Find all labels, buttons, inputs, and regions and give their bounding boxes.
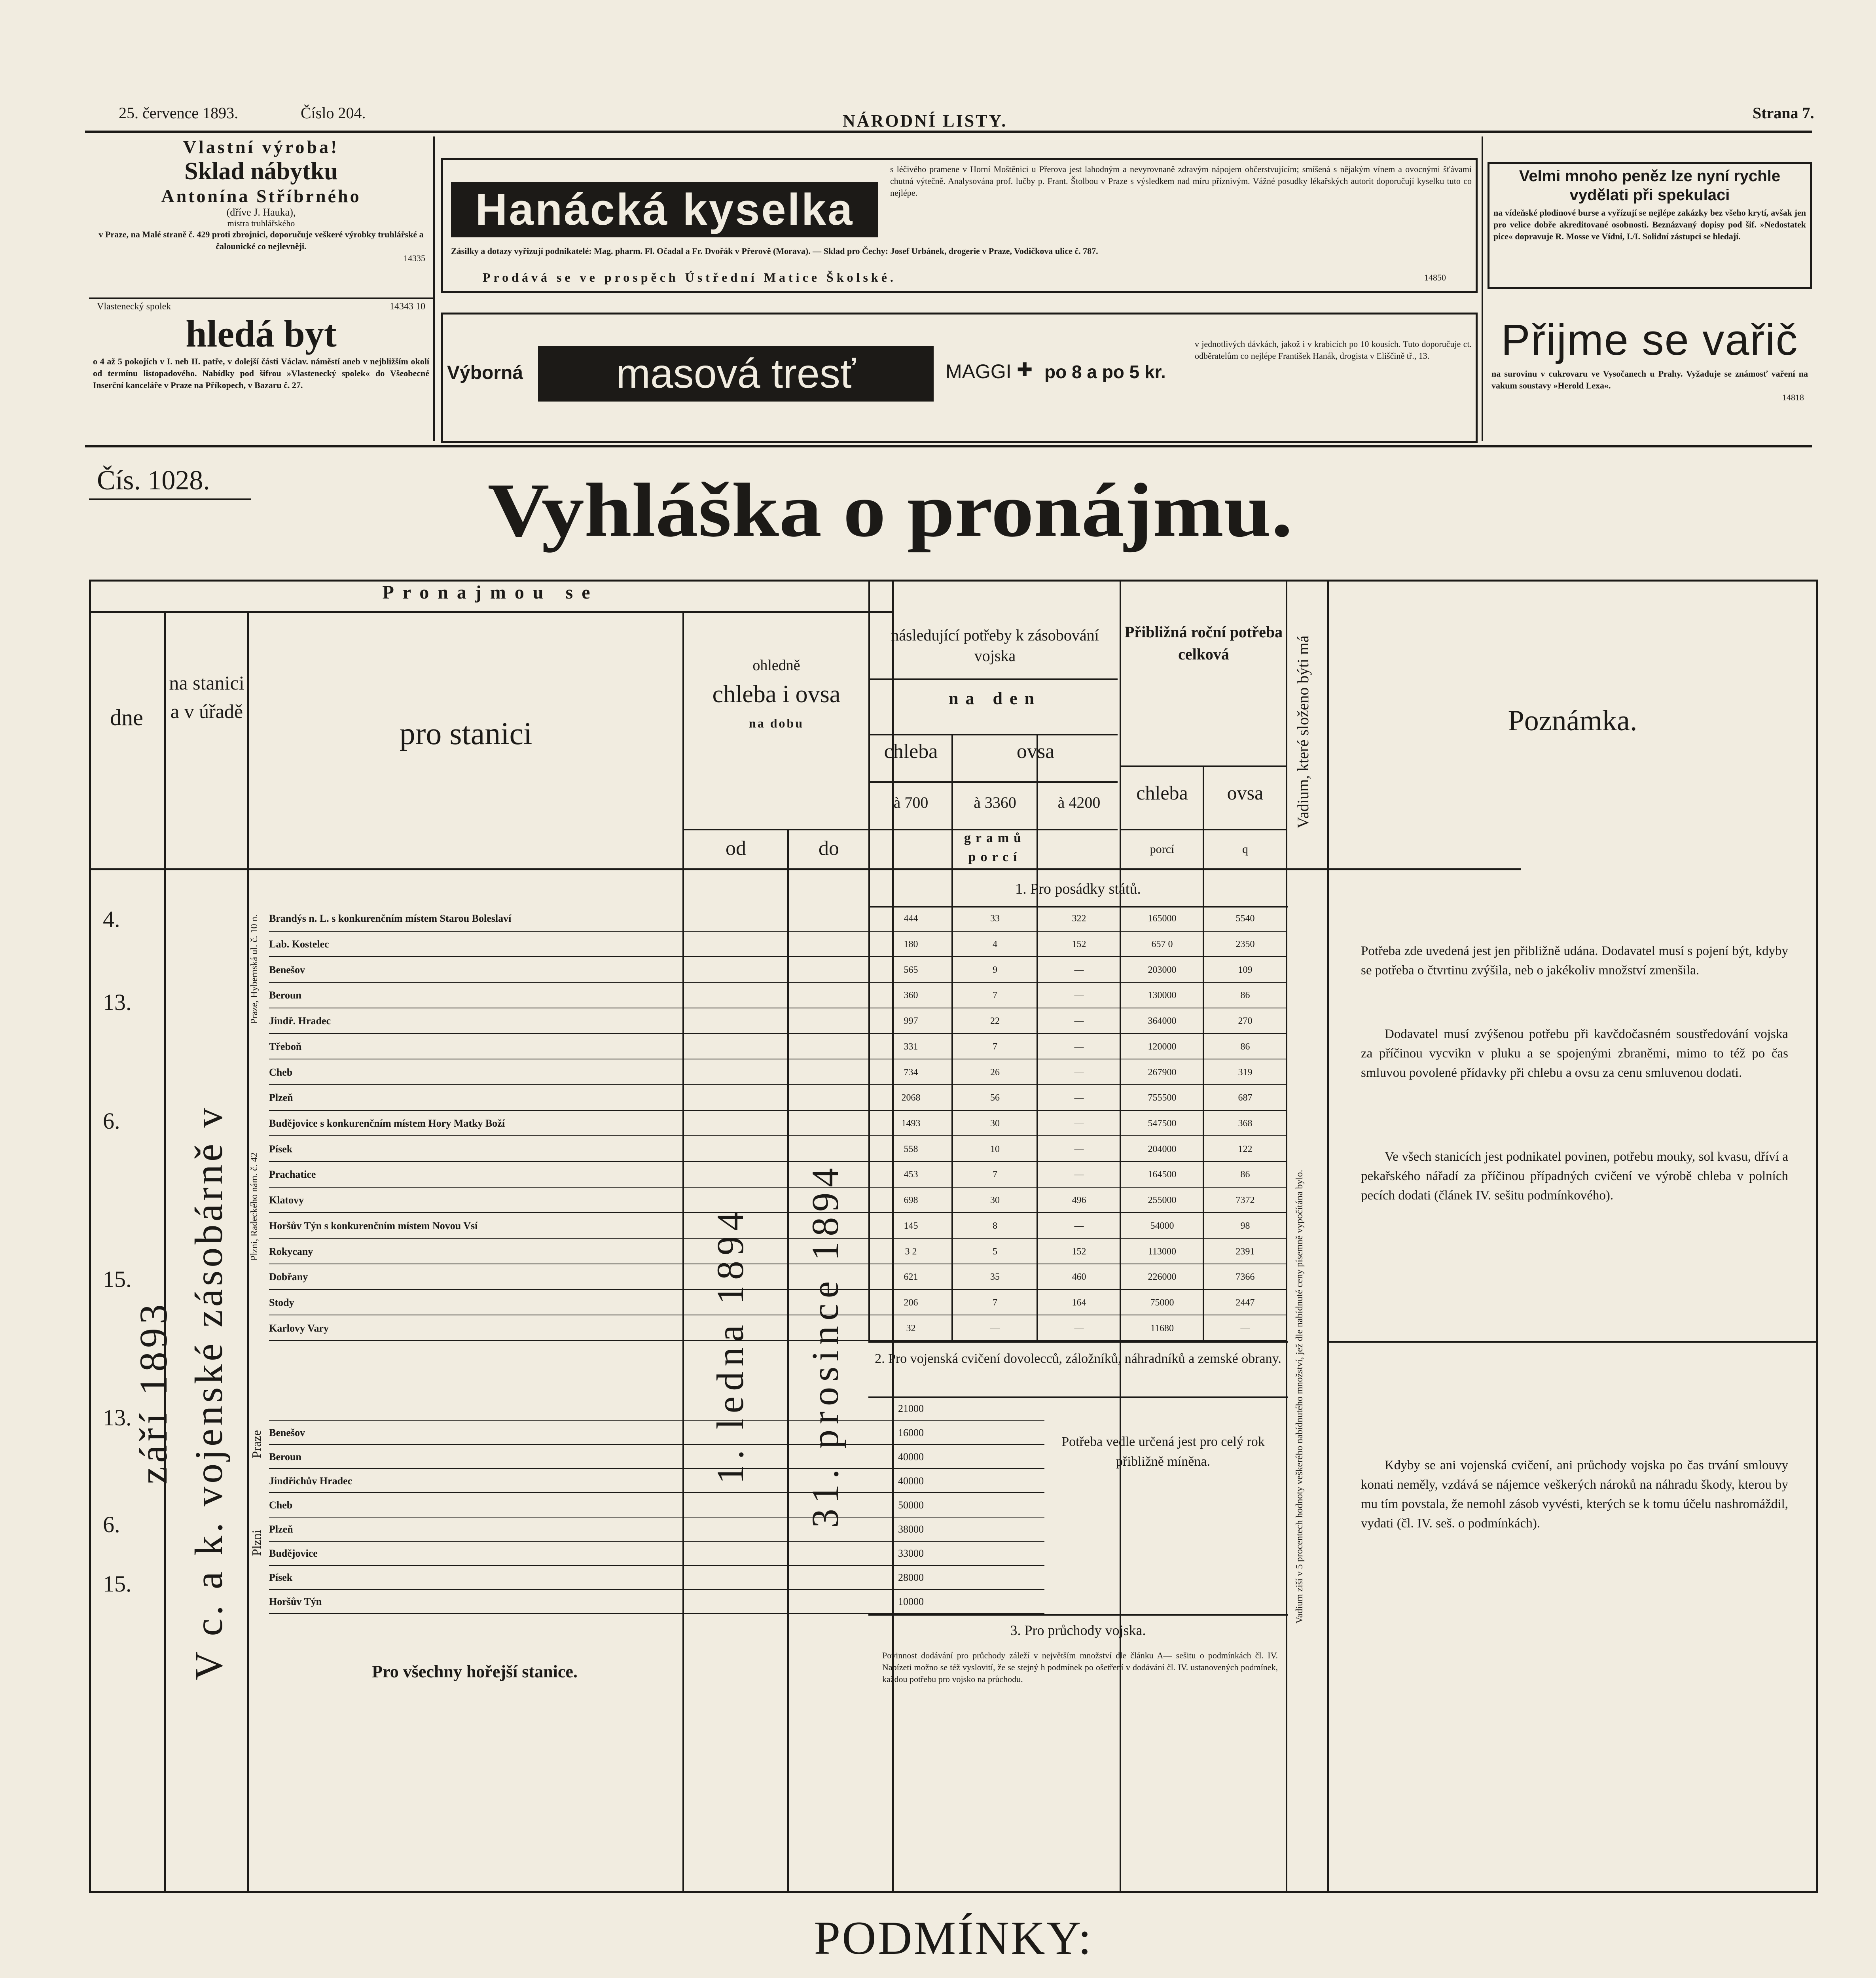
ad-apartment-big: hledá byt bbox=[186, 313, 337, 355]
cell-station: Horšův Týn bbox=[269, 1596, 322, 1608]
cell-q: 122 bbox=[1238, 1144, 1253, 1154]
table-row bbox=[269, 1085, 1286, 1111]
col-a4200: à 4200 bbox=[1057, 794, 1101, 811]
cell-o1: 5 bbox=[993, 1246, 997, 1257]
cell-pc: 204000 bbox=[1148, 1144, 1177, 1154]
col-a700: à 700 bbox=[893, 794, 929, 811]
table-row bbox=[269, 1111, 1286, 1137]
cell-station: Cheb bbox=[269, 1499, 293, 1511]
col-vadium: Vadium, které složeno býti má bbox=[1294, 635, 1312, 828]
table-row bbox=[269, 1542, 1044, 1566]
cell-ch: 444 bbox=[904, 913, 918, 924]
divider bbox=[89, 297, 433, 299]
cell-station: Plzeň bbox=[269, 1523, 293, 1535]
vadium-note: Vadium ziší v 5 procentech hodnoty veškerého nabídnutého množství, jež dle nabídnuté ceny písemně vypočítána bylo. bbox=[1294, 1169, 1305, 1624]
cell-q: 319 bbox=[1238, 1067, 1253, 1078]
cell-q: 98 bbox=[1240, 1220, 1250, 1231]
grid-line bbox=[247, 611, 249, 1893]
cell-ch: 50000 bbox=[898, 1499, 924, 1511]
ad-furniture-body: v Praze, na Malé straně č. 429 proti zbrojnici, doporučuje veškeré výrobky truhlářské a čalounické co nejlevněji. bbox=[99, 229, 424, 251]
cell-station: Písek bbox=[269, 1572, 293, 1584]
table-row bbox=[269, 957, 1286, 983]
cell-q: 7366 bbox=[1236, 1272, 1255, 1283]
cell-o1: 30 bbox=[990, 1195, 1000, 1206]
table-heading-pronajmou: Pronajmou se bbox=[382, 582, 599, 603]
cell-ch: 3 2 bbox=[905, 1246, 917, 1257]
group-plzen: Plzni, Radeckého nám. č. 42 bbox=[249, 1152, 260, 1261]
col-q: q bbox=[1242, 843, 1248, 856]
cell-ch: 2068 bbox=[901, 1093, 921, 1103]
cell-o2: — bbox=[1074, 1169, 1084, 1180]
big-label-vojenske: V c. a k. vojenské zásobárně v bbox=[187, 1105, 231, 1681]
ad-varic bbox=[1488, 313, 1812, 404]
cell-pc: 755500 bbox=[1148, 1093, 1177, 1103]
cell-q: 368 bbox=[1238, 1118, 1253, 1129]
ad-maggi-body: v jednotlivých dávkách, jakož i v krabicích po 10 kousích. Tuto doporučuje ct. odběratelům co nejlépe František Hanák, drogista v Eliščině tř., 13. bbox=[1195, 339, 1472, 361]
cell-station: Budějovice s konkurenčním místem Hory Matky Boží bbox=[269, 1117, 505, 1129]
cell-o2: 460 bbox=[1072, 1272, 1086, 1283]
cell-ch: 565 bbox=[904, 964, 918, 975]
cell-o1: 7 bbox=[993, 1169, 997, 1180]
cell-station: Rokycany bbox=[269, 1245, 313, 1257]
cell-station: Budějovice bbox=[269, 1548, 318, 1559]
issue-number: Číslo 204. bbox=[301, 104, 366, 122]
ad-varic-title: Přijme se vařič bbox=[1501, 316, 1798, 364]
ad-speculation bbox=[1488, 162, 1812, 289]
ad-kyselka-title: Hanácká kyselka bbox=[451, 182, 878, 237]
cell-ch: 558 bbox=[904, 1144, 918, 1154]
cell-station: Karlovy Vary bbox=[269, 1322, 329, 1334]
cell-q: 2447 bbox=[1236, 1297, 1255, 1308]
cell-o2: — bbox=[1074, 1093, 1084, 1103]
col-ohledne: ohledně bbox=[752, 657, 800, 674]
big-label-do: 31. prosince 1894 bbox=[804, 1162, 846, 1528]
cell-o1: 10 bbox=[990, 1144, 1000, 1154]
table-row bbox=[269, 1264, 1286, 1290]
cell-o1: 26 bbox=[990, 1067, 1000, 1078]
col-porci2: porcí bbox=[1150, 843, 1175, 856]
col-chleba-ovsa: chleba i ovsa bbox=[712, 681, 841, 708]
table-row bbox=[269, 1590, 1044, 1614]
ad-maggi-name: masová tresť bbox=[538, 346, 934, 402]
cell-o2: — bbox=[1074, 990, 1084, 1001]
cell-o1: — bbox=[990, 1323, 1000, 1334]
grid-line bbox=[868, 829, 1118, 830]
cell-station: Prachatice bbox=[269, 1169, 316, 1180]
section-1: 1. Pro posádky států. bbox=[1015, 881, 1141, 897]
cell-o1: 33 bbox=[990, 913, 1000, 924]
ad-furniture-h4: (dříve J. Hauka), bbox=[226, 207, 296, 218]
table-row bbox=[269, 1421, 1044, 1445]
grid-line bbox=[1327, 580, 1329, 1893]
section-3: 3. Pro průchody vojska. bbox=[1010, 1622, 1146, 1638]
col-chleba: chleba bbox=[884, 740, 938, 763]
cell-station: Horšův Týn s konkurenčním místem Novou Vsí bbox=[269, 1220, 478, 1232]
table-row bbox=[269, 1239, 1286, 1264]
col-pro-stanici: pro stanici bbox=[399, 716, 532, 751]
cell-pc: 547500 bbox=[1148, 1118, 1177, 1129]
ad-varic-code: 14818 bbox=[1782, 392, 1804, 402]
cell-pc: 164500 bbox=[1148, 1169, 1177, 1180]
cell-pc: 75000 bbox=[1150, 1297, 1174, 1308]
col-porci: porcí bbox=[968, 850, 1022, 864]
ad-kyselka-footer: Prodává se ve prospěch Ústřední Matice Školské. bbox=[483, 270, 896, 284]
day-3: 6. bbox=[103, 1108, 120, 1134]
cell-q: 687 bbox=[1238, 1093, 1253, 1103]
cell-ch: 40000 bbox=[898, 1475, 924, 1487]
ad-apartment-code: 14343 10 bbox=[390, 301, 425, 312]
issue-date: 25. července 1893. bbox=[119, 104, 239, 122]
grid-line bbox=[1327, 1341, 1818, 1343]
grid-line bbox=[89, 868, 1521, 870]
notice-title: Vyhláška o pronájmu. bbox=[487, 468, 1293, 553]
ad-apartment bbox=[89, 301, 433, 391]
table-row bbox=[269, 1566, 1044, 1590]
ad-apartment-small: Vlastenecký spolek bbox=[97, 301, 171, 312]
cell-o1: 7 bbox=[993, 1297, 997, 1308]
grid-line bbox=[1286, 580, 1287, 1893]
cell-station: Benešov bbox=[269, 964, 305, 976]
cell-o2: — bbox=[1074, 1144, 1084, 1154]
cell-o2: — bbox=[1074, 1067, 1084, 1078]
day-5: 13. bbox=[103, 1405, 132, 1430]
group-plzni: Plzni bbox=[249, 1530, 263, 1556]
ad-furniture-h1: Vlastní výroba! bbox=[183, 137, 339, 157]
section-3-note: Povinnost dodávání pro průchody záleží v největším množství dle článku A— sešitu o podmínkách čl. IV. Nabízeti možno se též vyslovití, že se stejný h podmínek po ošetření v dodávání čl. IV. ustanovených podmínek, každou potřebu pro vojsko na průchodu. bbox=[882, 1650, 1278, 1684]
cell-o1: 8 bbox=[993, 1220, 997, 1231]
cell-pc: 203000 bbox=[1148, 964, 1177, 975]
cell-q: 86 bbox=[1240, 990, 1250, 1001]
grid-line bbox=[682, 829, 892, 830]
grid-line bbox=[1120, 765, 1286, 767]
table-row bbox=[269, 906, 1286, 932]
cell-o1: 7 bbox=[993, 990, 997, 1001]
col-pribl: Přibližná roční potřeba celková bbox=[1124, 623, 1283, 663]
cell-station: Písek bbox=[269, 1143, 293, 1155]
col-chleba2: chleba bbox=[1136, 782, 1188, 804]
cell-o2: — bbox=[1074, 1323, 1084, 1334]
col-na-dobu: na dobu bbox=[749, 716, 804, 730]
cell-ch: 21000 bbox=[898, 1402, 924, 1414]
col-gramu: gramů bbox=[964, 831, 1026, 845]
ad-speculation-title: Velmi mnoho peněz lze nyní rychle vydělati při spekulaci bbox=[1519, 167, 1781, 204]
grid-line bbox=[89, 611, 892, 613]
ad-speculation-body: na vídeňské plodinové burse a vyřízují se nejlépe zakázky bez všeho krytí, avšak jen pro velice dobře akreditované osobnosti. Beznázvaný dopisy pod šif. »Nedostatek pice« dopravuje R. Mosse ve Vídni, I./I. Solidní zástupci se hledají. bbox=[1493, 208, 1806, 241]
ad-furniture-code: 14335 bbox=[404, 253, 425, 263]
table-row bbox=[269, 1008, 1286, 1034]
cell-pc: 657 0 bbox=[1151, 939, 1173, 950]
grid-line bbox=[868, 1341, 1288, 1343]
cell-station: Jindř. Hradec bbox=[269, 1015, 331, 1027]
cell-ch: 38000 bbox=[898, 1523, 924, 1535]
cell-ch: 1493 bbox=[901, 1118, 921, 1129]
col-od: od bbox=[726, 837, 746, 860]
cell-o1: 9 bbox=[993, 964, 997, 975]
cell-ch: 997 bbox=[904, 1016, 918, 1027]
cell-pc: 255000 bbox=[1148, 1195, 1177, 1206]
group-praha: Praze, Hybernská ul. č. 10 n. bbox=[249, 914, 260, 1024]
table-row bbox=[269, 1445, 1044, 1469]
group-praze: Praze bbox=[249, 1430, 263, 1458]
cell-o2: 496 bbox=[1072, 1195, 1086, 1206]
cell-ch: 453 bbox=[904, 1169, 918, 1180]
cell-q: 2391 bbox=[1236, 1246, 1255, 1257]
col-do: do bbox=[819, 837, 839, 860]
newspaper-title: NÁRODNÍ LISTY. bbox=[843, 111, 1008, 131]
cell-ch: 206 bbox=[904, 1297, 918, 1308]
cell-pc: 11680 bbox=[1150, 1323, 1174, 1334]
cell-pc: 165000 bbox=[1148, 913, 1177, 924]
ad-maggi bbox=[441, 313, 1478, 443]
day-7: 15. bbox=[103, 1571, 132, 1597]
table-row bbox=[269, 1493, 1044, 1517]
cell-station bbox=[269, 1396, 682, 1421]
section-2: 2. Pro vojenská cvičení dovolecců, záložníků, náhradníků a zemské obrany. bbox=[875, 1351, 1281, 1366]
grid-line bbox=[868, 678, 1118, 680]
col-poznamka: Poznámka. bbox=[1508, 705, 1637, 737]
cell-ch: 360 bbox=[904, 990, 918, 1001]
cell-ch: 331 bbox=[904, 1041, 918, 1052]
conditions-title: PODMÍNKY: bbox=[814, 1912, 1093, 1964]
table-row bbox=[269, 1290, 1286, 1316]
day-1: 4. bbox=[103, 906, 120, 932]
cell-station: Beroun bbox=[269, 989, 301, 1001]
note-2: Dodavatel musí zvýšenou potřebu při kavčdočasném soustředování vojska za příčinou vycvikn v pluku a se spojenými zbraněmi, mimo to též po čas smluvou povolené přídavky při chlebu a ovsu za cenu smluvenou dodati. bbox=[1361, 1027, 1788, 1080]
section-2-note: Potřeba vedle určená jest pro celý rok přibližně míněna. bbox=[1061, 1434, 1265, 1469]
table-row bbox=[269, 1518, 1044, 1542]
cell-station: Plzeň bbox=[269, 1092, 293, 1104]
cell-o1: 30 bbox=[990, 1118, 1000, 1129]
cell-ch: 10000 bbox=[898, 1596, 924, 1608]
note-1: Potřeba zde uvedená jest jen přibližně udána. Dodavatel musí s pojení být, kdyby se potřeba o čtvrtinu zvýšila, neb o jakékoliv množství zmenšila. bbox=[1361, 944, 1788, 978]
cell-o2: 152 bbox=[1072, 1246, 1086, 1257]
cell-q: 2350 bbox=[1236, 939, 1255, 950]
col-na-stanici: na stanici a v úřadě bbox=[169, 672, 244, 722]
table-row bbox=[269, 932, 1286, 957]
divider bbox=[89, 498, 251, 500]
table-row bbox=[269, 1034, 1286, 1060]
cell-ch: 28000 bbox=[898, 1572, 924, 1584]
col-ovsa2: ovsa bbox=[1227, 782, 1264, 804]
cell-o2: — bbox=[1074, 1118, 1084, 1129]
ad-furniture-h2: Sklad nábytku bbox=[184, 158, 338, 185]
day-4: 15. bbox=[103, 1266, 132, 1292]
cell-o1: 35 bbox=[990, 1272, 1000, 1283]
cell-o2: — bbox=[1074, 1016, 1084, 1027]
cell-q: 270 bbox=[1238, 1016, 1253, 1027]
cell-ch: 180 bbox=[904, 939, 918, 950]
all-stations: Pro všechny hořejší stanice. bbox=[372, 1662, 578, 1681]
cell-o2: — bbox=[1074, 1041, 1084, 1052]
ad-kyselka-contact: Zásilky a dotazy vyřizují podnikatelé: Mag. pharm. Fl. Očadal a Fr. Dvořák v Přerově (Morava). — Sklad pro Čechy: Josef Urbánek, drogerie v Praze, Vodičkova ulice č. 787. bbox=[451, 246, 1098, 256]
ad-kyselka bbox=[441, 158, 1478, 293]
cell-station: Lab. Kostelec bbox=[269, 938, 329, 950]
ad-kyselka-body: s léčivého pramene v Horní Moštěnici u Přerova jest lahodným a nevyrovnaně zdravým nápojem občerstvujícím; smíšená s nějakým vínem a ovocnými šťávami chutná výtečně. Analysována prof. lučby p. Frant. Štolbou v Praze s výsledkem nad míru příznivým. Vážné posudky lékařských autorit doporučují kyselku tuto co nejlépe. bbox=[890, 164, 1472, 198]
cell-pc: 113000 bbox=[1148, 1246, 1177, 1257]
cell-o2: 152 bbox=[1072, 939, 1086, 950]
col-dne: dne bbox=[110, 705, 143, 730]
table-row bbox=[269, 1188, 1286, 1213]
header-rule bbox=[85, 131, 1812, 133]
ad-maggi-price: po 8 a po 5 kr. bbox=[1044, 362, 1166, 382]
column-rule bbox=[1482, 136, 1483, 441]
grid-line bbox=[868, 781, 1118, 783]
table-row bbox=[269, 1213, 1286, 1239]
col-potreby: následující potřeby k zásobování vojska bbox=[891, 626, 1099, 665]
ad-varic-body: na surovinu v cukrovaru ve Vysočanech u Prahy. Vyžaduje se známosť vaření na vakum soustavy »Herold Lexa«. bbox=[1491, 369, 1808, 390]
grid-line bbox=[868, 734, 1118, 735]
table-row bbox=[269, 1315, 1286, 1341]
cell-pc: 130000 bbox=[1148, 990, 1177, 1001]
cell-o1: 22 bbox=[990, 1016, 1000, 1027]
ad-kyselka-code: 14850 bbox=[1424, 273, 1446, 282]
cell-q: 86 bbox=[1240, 1169, 1250, 1180]
cell-pc: 120000 bbox=[1148, 1041, 1177, 1052]
note-3: Ve všech stanicích jest podnikatel povinen, potřebu mouky, sol kvasu, dříví a pekařského nářadí za příčinou případných cvičení ve výrobě chleba v polních pecích dodati (článek IV. sešitu podmínkového). bbox=[1361, 1150, 1788, 1203]
day-2: 13. bbox=[103, 989, 132, 1015]
cell-ch: 698 bbox=[904, 1195, 918, 1206]
cell-ch: 32 bbox=[906, 1323, 916, 1334]
cell-ch: 16000 bbox=[898, 1427, 924, 1438]
cell-station: Klatovy bbox=[269, 1194, 304, 1206]
cell-o2: 164 bbox=[1072, 1297, 1086, 1308]
table-row bbox=[269, 1396, 1044, 1421]
cell-q: 86 bbox=[1240, 1041, 1250, 1052]
ad-furniture-h3: Antonína Stříbrného bbox=[161, 186, 361, 206]
cell-station: Brandýs n. L. s konkurenčním místem Starou Boleslaví bbox=[269, 913, 512, 925]
ad-maggi-brand: MAGGI bbox=[946, 360, 1012, 383]
grid-line bbox=[1120, 829, 1286, 830]
col-na-den: na den bbox=[949, 689, 1041, 708]
cell-o1: 7 bbox=[993, 1041, 997, 1052]
grid-line bbox=[868, 1614, 1288, 1616]
cell-q: 5540 bbox=[1236, 913, 1255, 924]
cell-q: 109 bbox=[1238, 964, 1253, 975]
cell-station: Benešov bbox=[269, 1427, 305, 1438]
table-row bbox=[269, 1162, 1286, 1188]
cell-station: Beroun bbox=[269, 1451, 301, 1463]
cell-pc: 54000 bbox=[1150, 1220, 1174, 1231]
maggi-cross-icon: ✚ bbox=[1017, 360, 1033, 381]
cell-pc: 364000 bbox=[1148, 1016, 1177, 1027]
cell-ch: 33000 bbox=[898, 1548, 924, 1559]
table-row bbox=[269, 1469, 1044, 1493]
ad-furniture-h5: mistra truhlářského bbox=[227, 218, 295, 228]
cell-station: Třeboň bbox=[269, 1040, 302, 1052]
cell-pc: 226000 bbox=[1148, 1272, 1177, 1283]
table-row bbox=[269, 1136, 1286, 1162]
cell-station: Stody bbox=[269, 1296, 294, 1308]
notice-number: Čís. 1028. bbox=[97, 465, 210, 496]
page-number: Strana 7. bbox=[1753, 104, 1814, 122]
big-label-zari: září 1893 bbox=[131, 1300, 175, 1485]
cell-station: Dobřany bbox=[269, 1271, 308, 1283]
note-4: Kdyby se ani vojenská cvičení, ani průchody vojska po čas trvání smlouvy konati neměly, vzdává se nájemce veškerých nároků na náhradu škody, kterou by mu tím povstala, že nemohl zásob vyvésti, kterých se k tomu účelu nashromáždil, vydati (čl. IV. seš. o podmínkách). bbox=[1361, 1458, 1788, 1531]
cell-ch: 734 bbox=[904, 1067, 918, 1078]
cell-o1: 4 bbox=[993, 939, 997, 950]
cell-station: Jindřichův Hradec bbox=[269, 1475, 352, 1487]
cell-ch: 40000 bbox=[898, 1451, 924, 1463]
cell-o2: — bbox=[1074, 964, 1084, 975]
cell-ch: 145 bbox=[904, 1220, 918, 1231]
ad-maggi-lead: Výborná bbox=[447, 362, 523, 383]
big-label-od: 1. ledna 1894 bbox=[709, 1206, 751, 1484]
cell-o1: 56 bbox=[990, 1093, 1000, 1103]
table-row bbox=[269, 1059, 1286, 1085]
cell-pc: 267900 bbox=[1148, 1067, 1177, 1078]
ad-furniture bbox=[89, 136, 433, 264]
table-row bbox=[269, 983, 1286, 1008]
cell-o2: 322 bbox=[1072, 913, 1086, 924]
cell-q: 7372 bbox=[1236, 1195, 1255, 1206]
ads-rule bbox=[85, 445, 1812, 447]
cell-o2: — bbox=[1074, 1220, 1084, 1231]
cell-q: — bbox=[1240, 1323, 1250, 1334]
column-rule bbox=[433, 136, 435, 441]
col-ovsa: ovsa bbox=[1016, 740, 1055, 763]
col-a3360: à 3360 bbox=[974, 794, 1016, 811]
day-6: 6. bbox=[103, 1512, 120, 1537]
cell-ch: 621 bbox=[904, 1272, 918, 1283]
ad-apartment-body: o 4 až 5 pokojích v I. neb II. patře, v dolejší části Václav. náměstí aneb v nejbližším okolí od termínu listopadového. Nabídky pod šifrou »Vlastenecký spolek« do Všeobecné Inserční kanceláře v Praze na Příkopech, v Bazaru č. 27. bbox=[93, 356, 429, 390]
cell-station: Cheb bbox=[269, 1066, 293, 1078]
